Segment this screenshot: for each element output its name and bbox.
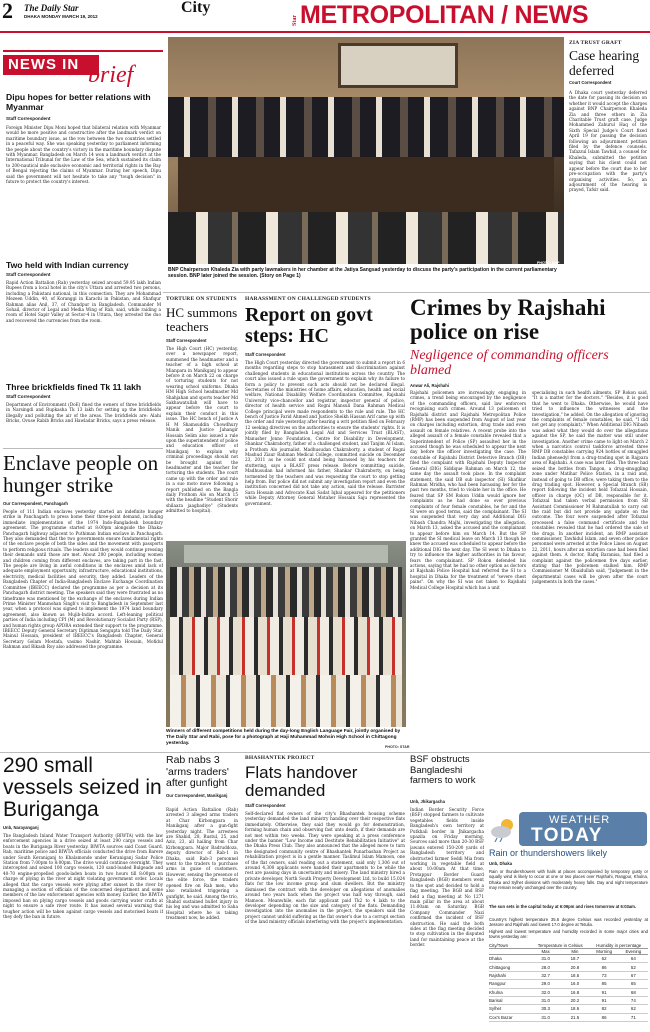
zia-byline: Court Correspondent (569, 80, 612, 85)
weather-value: 62 (630, 1006, 636, 1012)
weather-value: 18.6 (570, 1006, 580, 1012)
masthead-rule (0, 31, 650, 33)
weather-box (489, 812, 648, 1030)
weather-city: Barisal (489, 998, 503, 1004)
weather-value: 85 (601, 981, 607, 987)
weather-value: 31.0 (541, 998, 550, 1004)
weather-table-body (489, 955, 648, 1022)
weather-city: Sylhet (489, 1006, 502, 1012)
photo-people-row (168, 97, 564, 157)
enclave-story (3, 448, 163, 748)
rajshahi-body-col-1: Rajshahi policemen are increasingly engaging in crimes, a trend being encouraged by the negligence of the commanding officers, said law enforcers recognising such crimes. Around 13 policemen of Rajshahi district and Rajshahi Metropolitan Police (RMP) has been suspended from August of last year on charges including extortion, drug trade and even assault on female relatives. A recent probe into the alleged assault of a female constable revealed that a Superintendent of Police (SP) assaulted her in the accused though he was scheduled to appear the next day before the officer investigating the case. The constable of Rajshahi District Detective Branch (DB) filed the complaint with Rajshahi Deputy Inspector General (DIG) Siddique Rahman on March 12, the same day the assault took place. In the complaint statement, the said DB sub inspector (SI) Shafikur Rahman Mridha, who had been harassing her for the past two months, tried to violate her in the office. He feared that SP SM Rokon Uddin would ignore her complaints as he had done so over previous complaints of four female constables, he for and the SI were on good terms, said the complainant. The SI was suspended that very day and Additional DIG Nibash Chandra Majhi, investigating the allegation, on March 13, asked the accused and the complainant to appear before him on March 14. But the SP granted the SI medical leave on March 13 though he knew the accused was scheduled to appear before the additional DIG the next day. The SI went to Dhaka to try to influence the higher authorities in his favour, fears the complainant. SP Rokon defended his actions, saying that he had no other option as doctors at Rajshahi Police Hospital had referred the SI to a hospital in Dhaka for the treatment of "severe chest pains". On why the SI was not taken to Rajshahi Medical College Hospital which has a unit (410, 390, 526, 590)
nib-headline-1: Dipu hopes for better relations with Myanmar (6, 92, 151, 112)
weather-table (489, 943, 648, 1022)
weather-value: 31.0 (541, 956, 550, 962)
buriganga-story (3, 755, 163, 1030)
weather-value: 82 (601, 1006, 607, 1012)
weather-value: 32.7 (541, 972, 550, 978)
photo-front-people (168, 212, 564, 264)
weather-city: Cox's Bazar (489, 1014, 513, 1020)
weather-city: Chittagong (489, 964, 511, 970)
flats-kicker: BHASHANTEK PROJECT (245, 755, 315, 761)
weather-value: 29.0 (541, 981, 550, 987)
rajshahi-headline: Crimes by Rajshahi police on rise (410, 295, 606, 344)
bnp-photo-credit: PHOTO: BNP (537, 261, 560, 265)
col-humidity: Humidity in percentage (596, 943, 642, 948)
divider-top-row (163, 292, 650, 293)
table-row (489, 1013, 648, 1021)
nib-byline-3: Staff Correspondent (6, 394, 51, 399)
zia-kicker: ZIA TRUST GRAFT (569, 40, 622, 46)
weather-value: 16.0 (570, 981, 580, 987)
weather-logo-top: WEATHER (549, 814, 611, 826)
weather-sunset: The sun sets in the capital today at 6:09pm and rises tomorrow at 6:03am. (489, 904, 637, 909)
enclave-headline: Enclave people on hunger strike (3, 451, 159, 497)
bsf-byline: Unb, Jhikargacha (410, 799, 445, 804)
weather-value: 91 (601, 989, 607, 995)
weather-value: 67 (630, 972, 636, 978)
rajshahi-story (410, 296, 648, 809)
table-row (489, 963, 648, 971)
photo-window (338, 43, 458, 88)
bnp-meeting-photo (168, 37, 564, 264)
weather-table-head (489, 943, 648, 955)
bsf-headline: BSF obstructs Bangladeshi farmers to work (410, 754, 476, 786)
weather-logo-bottom: TODAY (531, 825, 603, 846)
weather-cloud-icon (489, 816, 519, 842)
nib-body-3: Department of Environment (DoE) fined the owners of three brickfields in Narsingdi and Rupkasha Tk 13 lakh for setting up the brickfields illegally and polluting the air of the areas. The brickfields are: Alahi Bricks, Ovuse Rabib Bricks and Hawladar Bricks, says a press release. (6, 402, 161, 424)
divider-enclave (3, 448, 163, 449)
weather-max-temp: Country's highest temperature 35.6 degree Celsius was recorded yesterday at Jessore and Rajshahi and lowest 17.0 degree at Tetulia. (489, 917, 648, 928)
weather-value: 20.8 (570, 964, 580, 970)
table-row (489, 971, 648, 979)
star-logo: Star (292, 15, 298, 26)
col-morning: Morning (596, 949, 613, 954)
photo-back-row (170, 567, 402, 617)
rab-nabs-byline: Our Correspondent, Manikganj (166, 793, 228, 798)
flats-headline: Flats handover demanded (245, 763, 358, 800)
zia-headline: Case hearing deferred (569, 48, 640, 78)
col-min: Min (571, 949, 579, 954)
harassment-body: The High Court yesterday directed the government to submit a report in 6 months regarding steps to stop harassment and discrimination against challenged students in educational institutions across the country. The court also issued a rule upon the government to explain why its failure to form a policy to prevent such acts should not be declared illegal. Secretaries of the ministries of home affairs, education, health and social welfare, National Disability Welfare Coordination Committee, Rajshahi University vice-chancellor and registrar, inspector general of police, director of health service and Rogni Mansuli Dana Rahman Medical College principal were made respondents to the rule and rule. The HC bench of Justice Farid Ahmed and Justice Sheikh Hassan Arif came up with the order and rule yesterday after hearing a writ petition filed on February 12 seeking directives on the authorities to ensure the students' rights. It is jointly filed by Bangladesh Legal Aid and Services Trust (BLAST), Manusher Jonno Foundation, Centre for Disability in Development, Shankar Chakraborty, father of a challenged student, and Tanjim Al Islam, a Prothom Alo journalist. Madhusudan Chakraborty, a student of Rogni Mashud Ziaur Rahman Medical College, committed suicide on December 23, 2011 as he could not stand being harassed by his teachers for stuttering, says a BLAST press release. Before committing suicide, Madhusudan had informed his father, Shankar Chakraborty, on being tormented by the teachers and was requesting the court to stop getting help from. But police did not submit any investigation report and even the institution concerned did not take any action, said the release. Barrister Sara Hossain and Advocate Kazi Sadat Iqbal appeared for the petitioners while Deputy Attorney General Motaher Hossain Saju represented the government. (245, 360, 405, 506)
buriganga-body: The Bangladesh Inland Water Transport Authority (BIWTA) with the law enforcement agencies in a drive seized at least 290 cargo vessels and boats in the Buriganga River yesterday. BIWTA sources said Coast Guard, Rab, maritime police and BIWTA officials conducted the drive from Barere under South Keraniganj to Khalamonde under Keraniganj Sadar Police Station from 7:00pm to 8:00pm. The drive would continue overnight. They intercepted and seized 100 cargo vessels, 120 sand-loaded Bulgeade and 40-70 engine-propelled goods-laden boats in two hours till 8:00pm on charge of plying in the river at night violating government order. Locals alleged that the cargo vessels were plying after sunset in the river by managing a section of officials of the concerned department and some members of the law enforcement agencies with money. Earlier, the BIWTA imposed ban on plying cargo vessels and goods carrying water crafts at night to ensure a safe river route. It has issued several warning that tougher action will be taken against cargo vessels and motorised boats if they defy the ban in future. (3, 833, 163, 920)
col-max: Max (541, 949, 550, 954)
harassment-story (245, 296, 405, 536)
nib-logo (3, 50, 163, 90)
weather-value: 68 (630, 989, 636, 995)
table-row (489, 996, 648, 1004)
weather-value: 20.2 (570, 998, 580, 1004)
harassment-byline: Staff Correspondent (245, 352, 286, 357)
nib-top-label: NEWS IN (3, 55, 99, 75)
harassment-kicker: HARASSMENT ON CHALLENGED STUDENTS (245, 296, 371, 302)
flats-byline: Staff Correspondent (245, 803, 286, 808)
zia-trust-story (569, 40, 647, 285)
weather-logo (519, 812, 647, 846)
students-photo-credit: PHOTO: STAR (385, 745, 410, 749)
weather-value: 62 (601, 956, 607, 962)
weather-note: Highest and lowest temperature and humidity recorded in some major cities and towns yesterday are: (489, 929, 648, 940)
weather-headline: Rain or thundershowers likely (489, 848, 608, 858)
students-photo-caption: Winners of different competitions held during the day-long English Language Fair, jointly organised by The Daily Star and Rabi, pose for a photograph at Haji Muhammad Mohsin High School in Chittagong yesterday. (166, 729, 401, 746)
bsf-story (410, 755, 484, 1030)
nib-byline-2: Staff Correspondent (6, 272, 51, 277)
weather-city: Rangpur (489, 981, 506, 987)
rab-nabs-story (166, 755, 238, 1030)
nib-byline-1: Staff Correspondent (6, 116, 51, 121)
rajshahi-subhead: Negligence of commanding officers blamed (410, 348, 609, 378)
divider-bottom-row (0, 752, 650, 753)
enclave-byline: Our Correspondent, Panchagarh (3, 501, 68, 506)
nib-headline-3: Three brickfields fined Tk 11 lakh (6, 382, 142, 392)
paper-name: The Daily Star (24, 3, 79, 13)
weather-value: 21.5 (570, 1014, 580, 1020)
weather-city: Rajshahi (489, 972, 507, 978)
photo-middle-row (170, 617, 402, 675)
weather-value: 18.7 (570, 956, 580, 962)
page-number: 2 (2, 0, 13, 23)
nib-body-2: Rapid Action Battalion (Rab) yesterday seized around 59.95 lakh Indian Rupees from a local hotel in the city's Uttara and arrested two persons, including a Pakistani national, in this connection. They are Mohammad Mezeen Uddin, 40, of Koranggi in Karachi in Pakistan, and Shafiqur Rahman alias Anil, 37, of Chandpur in Bangladesh. Commander M Sohail, director of Legal and Media Wing of Rab, said, while raiding a room of Hotel Sapir Valley at Sector-4 in Uttara, they arrested the duo and recovered the currencies from the room. (6, 280, 161, 323)
weather-value: 86 (601, 964, 607, 970)
students-photo (166, 541, 406, 727)
table-row (489, 988, 648, 996)
hc-summons-headline: HC summons teachers (166, 305, 238, 334)
weather-value: 65 (630, 981, 636, 987)
table-row (489, 955, 648, 963)
col-evening: Evening (625, 949, 642, 954)
rajshahi-body-col-2: specialising in such health ailments, SP Rokon said, "It is a matter for the doctors." "Besides, it is good that he went to Dhaka. Otherwise, he would have tried to influence the witnesses and the investigation," he added. On the allegation of ignoring the complaints of female constables, he said, "I did not get any (complaint)." When Additional DIG Nibash was asked what they would do over the allegations against the SP, he said the matter was still under investigation. Another crime came to light on March 2 when a narcotics control taskforce arrested three RMP DB constables carrying 924 bottles of smuggled Indian phensedyl from a drug-trading spot in Rajpara area of Rajshahi. A case was later filed. The three had seized the bottles from Tangon, a drug-smuggling zone under Matihar Police Station, in a raid and, instead of going to DB office, were taking them to the drug trading spot. However, a Special Branch (SB) report following the incident held Tofazzal Hossain, officer in charge (OC) of DB, responsible for it. Tofazzal had taken verbal permission from SB Assistant Commissioner M Rahmatullah to carry out the raid but did not provide any update on the outcome. The four were suspended after Tofazzal processed a false command certificate and the constables revealed that he had ordered the sale of the drugs. In another incident, an RMP assistant commissioner, Tawhidul Islam, and seven other police personnel were arrested at the Police Lines on August 22, 2011, hours after an extortion case had been filed against them. A doctor, Rafiq Baranisa, had filed a complaint against the policemen five days earlier, stating that the policemen stalked him. RMP Commissioner M Obaidullah said, "Judgement in the departmental cases will be given after the court judgements in both the cases." (532, 390, 648, 585)
weather-value: 91 (601, 998, 607, 1004)
weather-value: 71 (630, 1014, 636, 1020)
hc-summons-byline: Staff Correspondent (166, 338, 207, 343)
buriganga-byline: Unb, Narayanganj (3, 825, 39, 830)
section-label: City (181, 0, 211, 16)
rab-nabs-headline: Rab nabs 3 'arms traders' after gunfight (166, 754, 229, 789)
table-row (489, 1005, 648, 1013)
weather-value: 32.0 (541, 989, 550, 995)
section-title: METROPOLITAN / NEWS (300, 1, 589, 29)
weather-value: 74 (630, 998, 636, 1004)
col-temp: Temperature in Celsius (537, 943, 583, 948)
col-city: City/Town (489, 943, 509, 948)
hc-summons-story (166, 296, 238, 536)
weather-value: 28.0 (541, 964, 550, 970)
hc-summons-kicker: TORTURE ON STUDENTS (166, 296, 237, 302)
weather-value: 73 (601, 972, 607, 978)
harassment-headline: Report on govt steps: HC (245, 304, 373, 347)
buriganga-headline: 290 small vessels seized in Buriganga (3, 754, 162, 821)
flats-story (245, 755, 405, 1030)
weather-value: 31.0 (541, 1014, 550, 1020)
news-in-brief-box (3, 50, 163, 445)
bsf-body: Indian Border Security Force (BSF) stopped farmers to cultivate vegetables fields inside Bangladesh's own territory at Putkhali border in Jhikargacha upazila on Friday morning. Sources said more than 20-30 BSF jawans entered 150-200 yards of Bangladesh territory and obstructed farmer Seddi Mia from working in vegetable field at about 10:00am. At that time, Protappur Border Guard Bangladesh (BGB) members went to the spot and decided to hold a flag meeting. The BGB and BSF held a flag meeting at No 1271 main pillar in the area at about 11:00am on Saturday. BGB Company Commander Nazi confirmed the incident of BSF obstruction. He said the both sides at the flag meeting decided to stop cultivation in the disputed land for maintaining peace at the border. (410, 807, 484, 948)
weather-value: 18.6 (570, 972, 580, 978)
table-row (489, 980, 648, 988)
nib-bottom-label: brief (88, 62, 134, 88)
masthead (0, 0, 650, 34)
hc-summons-body: The High Court (HC) yesterday, over a newspaper report, summoned the headmaster and a teacher of a high school at Mianpara in Manikganj to appear before it on March 22 on charge of torturing students for not wearing school uniforms. Dhaka HM High School headmaster Md Shahjahan and sports teacher Md Sakhawatullah will have to appear before the court to explain their conduct in this issue. The HC bench of Justice A H M Shamsuddin Chowdhury Manik and Justice Jahangir Hossain Selim also issued a rule upon the superintendent of police and education officer of Manikganj to explain why criminal proceedings should not be brought against the headmaster and the teacher for torturing the students. The court came up with the order and rule in a suo moto move following a report published on the Bangla daily Prothom Alo on March 15 with the headline "Student Shorir shilaara jaagbadiye" (Students admitted to hospital). (166, 346, 238, 514)
weather-value: 64 (630, 956, 636, 962)
rab-nabs-body: Rapid Action Battalion (Rab) arrested 3 alleged arms traders at Char Kirbongpara in Manikganj after a gun-fight yesterday night. The arrestees are Shahid, 28, Rustul, 25, and Aziz, 23, all hailing from Char Kirbongpara. Major Badruddoza, deputy director of Rab-1 in Dhaka, said Rab-3 personnel went to the traders to purchase arms in guise of customers. However, sensing the presence of the elite force, the traders opened fire on Rab men, who also retaliated triggering a gunfight, he said. Among the trio, Shahid sustained bullet injury in his leg and was admitted to Saha Hospital where he is taking treatment now, he added. (166, 807, 238, 921)
rajshahi-byline: Anwar Ali, Rajshahi (410, 383, 449, 388)
weather-value: 86 (601, 1014, 607, 1020)
weather-value: 30.3 (541, 1006, 550, 1012)
weather-body: Rain or thundershowers with hails at places accompanied by temporary gusty or squally wind is likely to occur at one or two places over Rajshahi, Rangpur, Khulna, Dhaka and Sylhet divisions with moderately heavy falls. Day and night temperature may remain nearly unchanged over the country. (489, 869, 648, 891)
zia-body: A Dhaka court yesterday deferred the date for passing its decision on whether it would accept the charges against BNP Chairperson Khaleda Zia and three others in Zia Charitable Trust graft case. Judge Mohammed Zahurul Haq of the Sixth Special Judge's Court fixed April 19 for passing the decision following an adjournment petition filed by the defence counsels. Tafazzul Islam Tawhid, a counsel for Khaleda, submitted the petition saying that his client could not appear before the court due to her pre-occupation with the party's organising activities. So, an adjournment of the hearing is prayed, Tafsir said. (569, 90, 647, 193)
weather-value: 16.8 (570, 989, 580, 995)
weather-city: Khulna (489, 989, 503, 995)
weather-city: Dhaka (489, 956, 502, 962)
dateline: DHAKA MONDAY MARCH 19, 2012 (24, 14, 98, 19)
nib-body-1: Foreign Minister Dipu Moni hoped that bilateral relation with Myanmar would be more positive and constructive after the landmark verdict on maritime boundary issue, as the row between the two countries settled in a peaceful way. She was speaking yesterday to parliament informing the people about the country's victory in the maritime boundary dispute with Myanmar. Bangladesh on March 14 won a landmark verdict at the International Tribunal for the Law of the Sea, which sustained its claim to 200-nautical mile exclusive economic and territorial rights in the Bay of Bengal rejecting the claims of Myanmar. During her speech, Dipu said the government will not hesitate to take any "tough decision" in future to protect the country's interest. (6, 125, 161, 185)
bnp-photo-caption: BNP Chairperson Khaleda Zia with party lawmakers in her chamber at the Jatiya Sangsad yesterday to discuss the party's participation in the current parliamentary session. BNP later joined the session. (Story on Page 1) (168, 267, 557, 279)
weather-byline: Unb, Dhaka (489, 861, 513, 866)
nib-headline-2: Two held with Indian currency (6, 260, 129, 270)
photo-front-row (170, 675, 402, 727)
flats-body: Self-declared flat owners of the city's Bhashantek housing scheme yesterday demanded the land ministry handing over their respective flats immediately. Otherwise, they said they would go for demonstration, forming human chain and observing fast unto death, if their demands are not met within two weeks. They were speaking at a press conference under the banner "Low Income and Destitute Rehabilitation Initiative" at the Dhaka Press Club. They also announced that the alleged move to turn the designated community centre of Bhashantek Punarbashan Project as rehabilitation project is in a gentle manner. Taslimul Islam Mamoon, one of the flat owners, said reading out a statement, said only 1,306 out of around 4,300 applicants were handed their apartments to be while the rest are passing days in uncertainty and misery. The land ministry hired a private developer, North South Property Development Ltd, to build 15,024 flats for the low income group and slum dwellers. But the ministry dismissed the contract with the developer on allegations of anomalies around two years back when the project was half way through, said Mamoon. Meanwhile, each flat applicant paid Tk2 to 4 lakh to the developer depending on the size and category of the flats. Demanding investigation into the anomalies in the project, the speakers said the project cannot unfold suffering as the flat owner's due to a corrupt section of the land ministry officials interfering with the project's implementation. (245, 811, 405, 925)
weather-value: 52 (630, 964, 636, 970)
photo-banner (184, 545, 388, 563)
enclave-body: People of 111 Indian enclaves yesterday started an indefinite hunger strike in Panchagarh to press home their three-point demand, including immediate implementation of the 1974 Indo-Bangladesh boundary agreement. The programme started at 8:00pm alongside the Dhaka-Panchagarh highway adjacent to Puthiman Indian enclave in Panchagarh. They also demanded that the two governments ensure fundamental rights of the enclave people of both the sides and the movement with passports to perform religious rituals. The leaders said they would continue pressing their demands until those are met. About 200 people, including women and children coming from different enclaves, are taking part in the fast. The people are living in awful conditions in the enclaves amid lack of adequate employment opportunity, infrastructure, educational institutions, electricity, medical facilities and security, they added. Leaders of the Bangladesh Chapter of India-Bangladesh Enclave Exchange Coordination Committee (IBEECC) declared the programme as per a decision at its Panchagarh district meeting. The speakers said they were frustrated as no timeframe was mentioned by the exchange of the enclaves during Indian Prime Minister Manmohan Singh's visit to Bangladesh in September last year, when a protocol was signed to implement the 1974 land boundary agreement, also known as Mujib-Indira accord. Left-leaning political parties of India including CPI (M) and Revolutionary Socialist Party (RSP), and human rights group APDRA extended their support to the programme. IBEECC Deputy General Secretary Diptiman Sengupta told The Daily Star. Mainul Hossain, president of IBEECC's Bangladesh Chapter, General Secretary Golam Mostafa, vasimo Nashir, Mahtab Hossain, Mofidul Rahman and Bikash Roy also addressed the programme. (3, 509, 163, 650)
